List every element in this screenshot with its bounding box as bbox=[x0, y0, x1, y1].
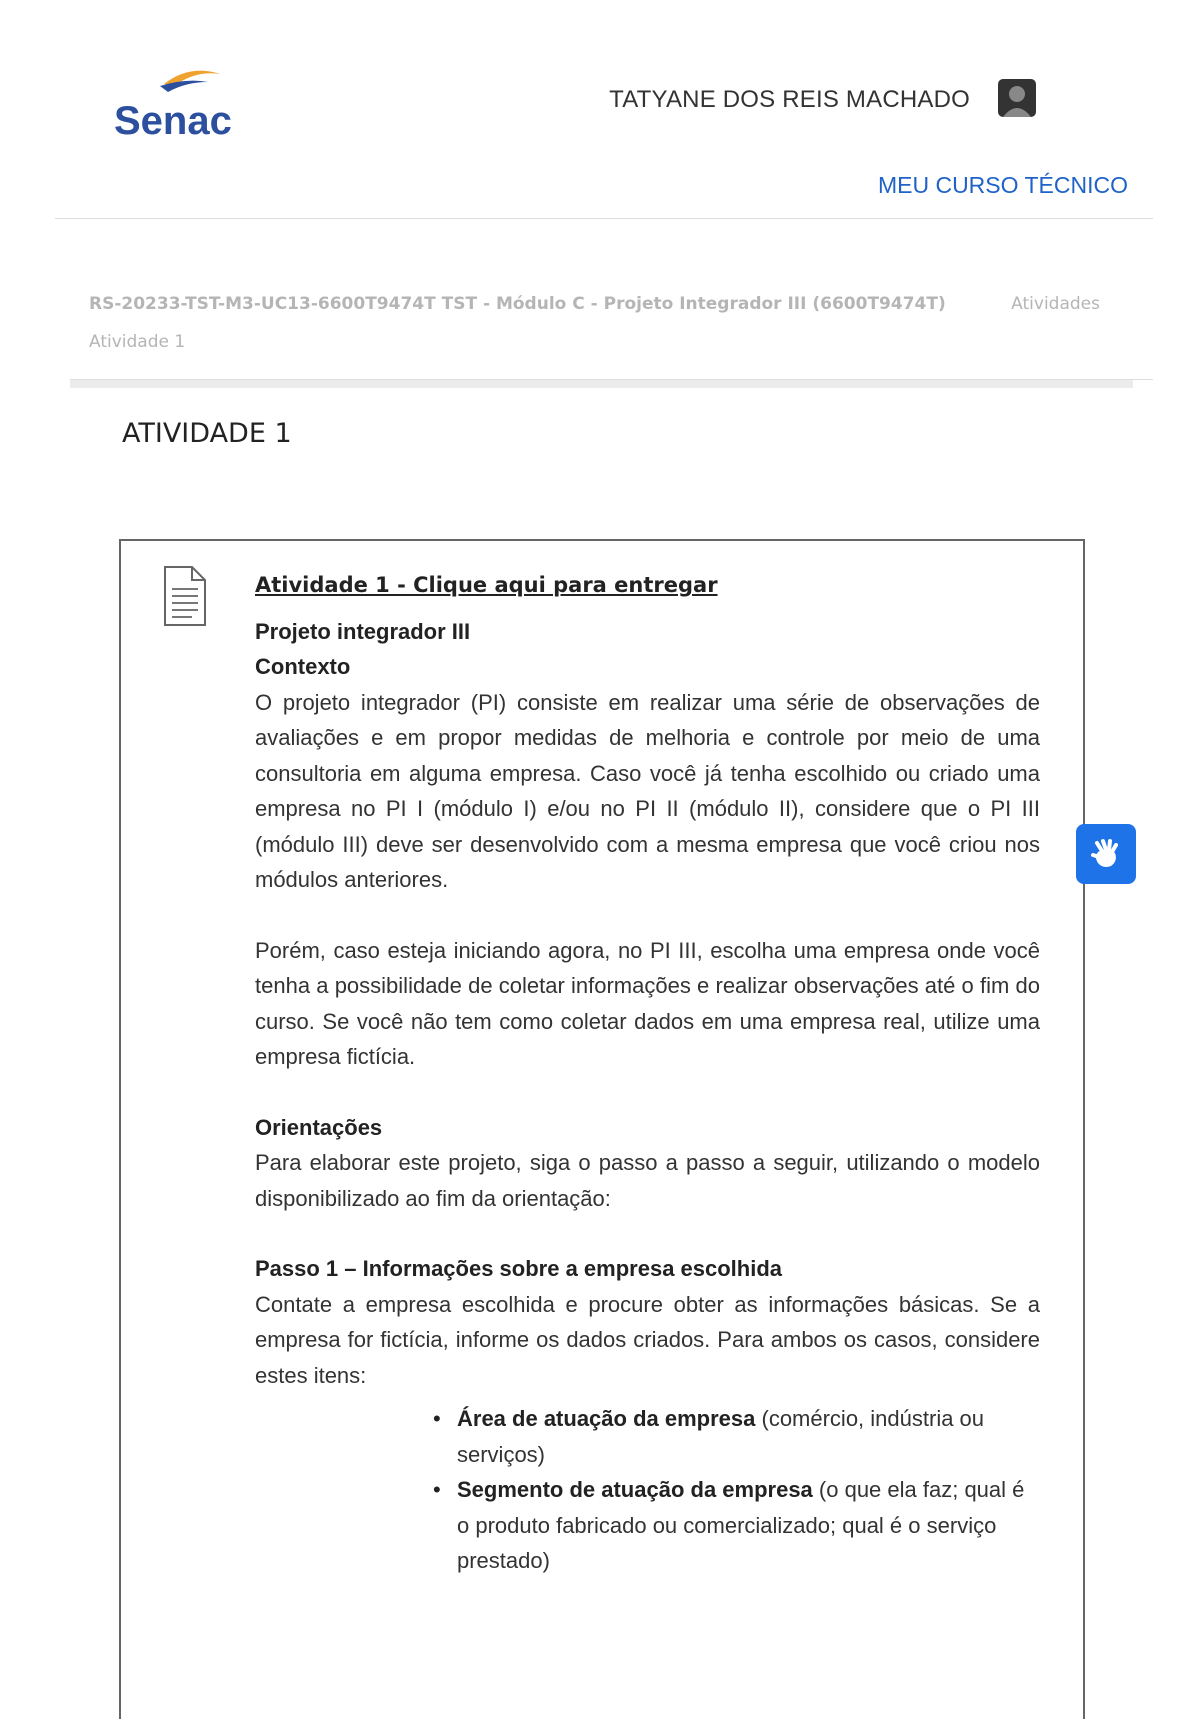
orientations-paragraph: Para elaborar este projeto, siga o passo a passo a seguir, utilizando o modelo disponibilizado ao fim da orientação: bbox=[255, 1150, 1040, 1211]
context-paragraph-2: Porém, caso esteja iniciando agora, no PI III, escolha uma empresa onde você tenha a possibilidade de coletar informações e realizar observações até o fim do curso. Se você não tem como coletar dados em uma empresa real, utilize uma empresa fictícia. bbox=[255, 937, 1040, 1069]
context-paragraph-1: O projeto integrador (PI) consiste em realizar uma série de observações de avaliações e em propor medidas de melhoria e controle por meio de uma consultoria em alguma empresa. Caso você já tenha escolhido ou criado uma empresa no PI I (módulo I) e/ou no PI II (módulo II), considere que o PI III (módulo III) deve ser desenvolvido com a mesma empresa que você criou nos módulos anteriores. bbox=[255, 689, 1040, 892]
breadcrumb-section[interactable]: Atividades bbox=[1011, 294, 1100, 314]
my-course-link[interactable]: MEU CURSO TÉCNICO bbox=[877, 172, 1128, 198]
step1-items bbox=[255, 1401, 1040, 1579]
senac-logo[interactable] bbox=[112, 62, 242, 142]
list-item: • Segmento de atuação da empresa (o que ela faz; qual é o produto fabricado ou comercializado; qual é o serviço prestado) bbox=[455, 1472, 1040, 1579]
step1-paragraph: Contate a empresa escolhida e procure obter as informações básicas. Se a empresa for fictícia, informe os dados criados. Para ambos os casos, considere estes itens: bbox=[255, 1291, 1040, 1388]
user-avatar-icon[interactable] bbox=[998, 79, 1036, 117]
senac-logo-graphic bbox=[112, 62, 242, 142]
orientations-label: Orientações bbox=[255, 1114, 383, 1140]
user-name[interactable]: TATYANE DOS REIS MACHADO bbox=[609, 86, 970, 113]
accessibility-button[interactable] bbox=[1076, 824, 1136, 884]
activity-heading: Projeto integrador III bbox=[255, 618, 471, 644]
breadcrumb-course[interactable]: RS-20233-TST-M3-UC13-6600T9474T TST - Módulo C - Projeto Integrador III (6600T9474T) bbox=[89, 294, 946, 314]
submit-activity-link[interactable]: Atividade 1 - Clique aqui para entregar bbox=[255, 573, 718, 597]
context-label: Contexto bbox=[255, 654, 351, 679]
separator-bar bbox=[70, 380, 1133, 388]
activity-content bbox=[255, 568, 1040, 1579]
header-divider bbox=[55, 218, 1153, 219]
hand-sign-icon bbox=[1087, 835, 1125, 873]
page-title: ATIVIDADE 1 bbox=[122, 418, 292, 449]
breadcrumb-current: Atividade 1 bbox=[89, 332, 186, 352]
step1-label: Passo 1 – Informações sobre a empresa escolhida bbox=[255, 1256, 783, 1281]
logo-text: Senac bbox=[114, 99, 232, 142]
list-item: • Área de atuação da empresa (comércio, indústria ou serviços) bbox=[455, 1401, 1040, 1472]
document-icon bbox=[162, 565, 208, 627]
